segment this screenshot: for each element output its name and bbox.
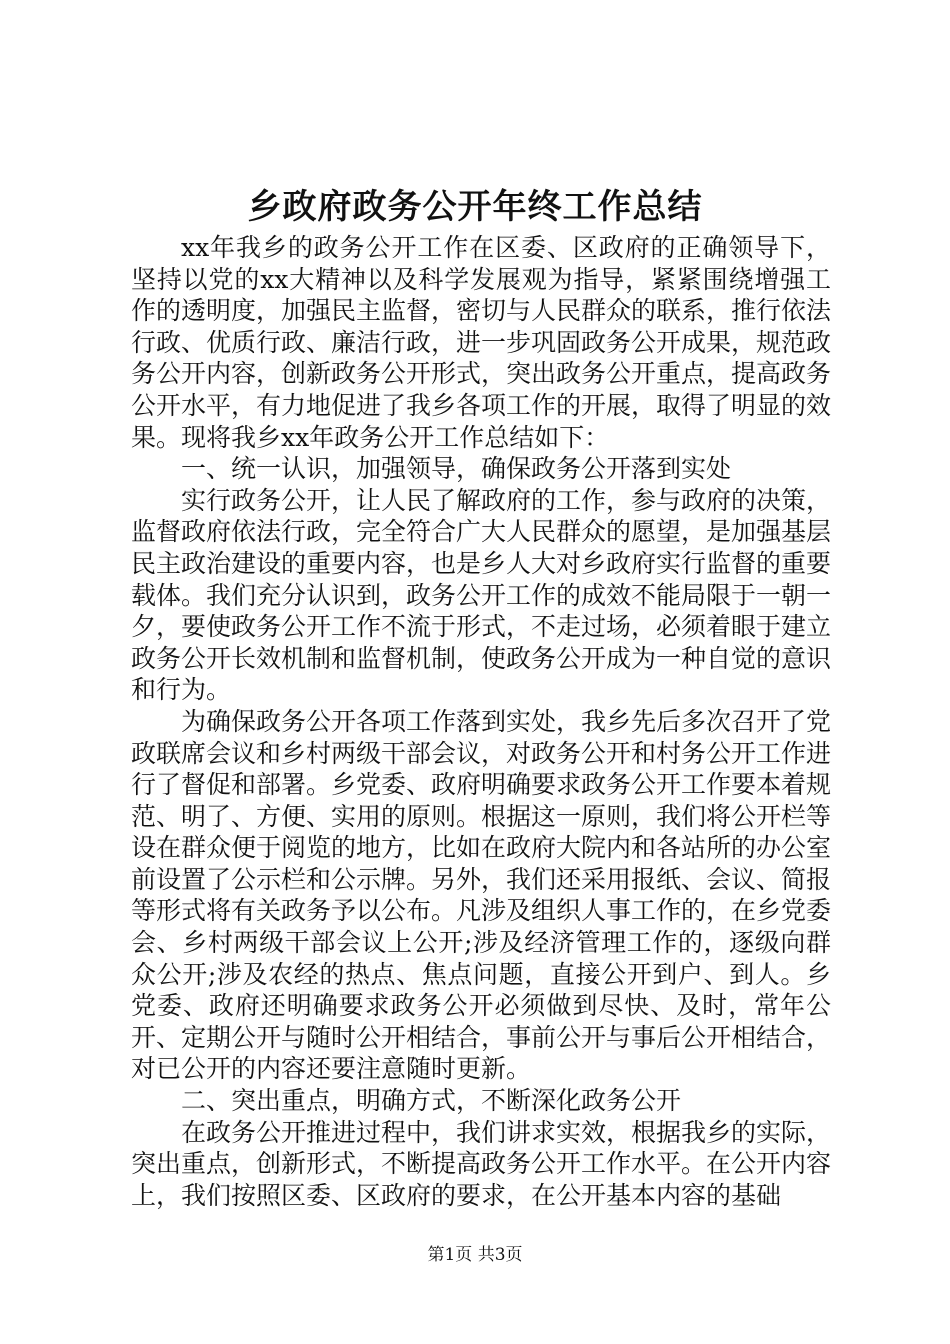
paragraph-section1-a: 实行政务公开，让人民了解政府的工作，参与政府的决策，监督政府依法行政，完全符合广大人民群众的愿望，是加强基层民主政治建设的重要内容，也是乡人大对乡政府实行监督的重要载体。我们充分认识到，政务公开工作的成效不能局限于一朝一夕，要使政务公开工作不流于形式，不走过场，必须着眼于建立政务公开长效机制和监督机制，使政务公开成为一种自觉的意识和行为。 (131, 485, 832, 705)
paragraph-section1-b: 为确保政务公开各项工作落到实处，我乡先后多次召开了党政联席会议和乡村两级干部会议，对政务公开和村务公开工作进行了督促和部署。乡党委、政府明确要求政务公开工作要本着规范、明了、方便、实用的原则。根据这一原则，我们将公开栏等设在群众便于阅览的地方，比如在政府大院内和各站所的办公室前设置了公示栏和公示牌。另外，我们还采用报纸、会议、简报等形式将有关政务予以公布。凡涉及组织人事工作的，在乡党委会、乡村两级干部会议上公开;涉及经济管理工作的，逐级向群众公开;涉及农经的热点、焦点问题，直接公开到户、到人。乡党委、政府还明确要求政务公开必须做到尽快、及时，常年公开、定期公开与随时公开相结合，事前公开与事后公开相结合，对已公开的内容还要注意随时更新。 (131, 706, 832, 1084)
page-number-footer: 第1页 共3页 (427, 1245, 523, 1265)
document-title: 乡政府政务公开年终工作总结 (247, 187, 703, 227)
section-heading-2: 二、突出重点，明确方式，不断深化政务公开 (181, 1086, 682, 1116)
section-heading-1: 一、统一认识，加强领导，确保政务公开落到实处 (181, 454, 732, 484)
document-body (131, 232, 831, 1211)
paragraph-section2-a: 在政务公开推进过程中，我们讲求实效，根据我乡的实际，突出重点，创新形式，不断提高政务公开工作水平。在公开内容上，我们按照区委、区政府的要求，在公开基本内容的基础 (131, 1117, 832, 1210)
paragraph-intro: xx年我乡的政务公开工作在区委、区政府的正确领导下，坚持以党的xx大精神以及科学发展观为指导，紧紧围绕增强工作的透明度，加强民主监督，密切与人民群众的联系，推行依法行政、优质行政、廉洁行政，进一步巩固政务公开成果，规范政务公开内容，创新政务公开形式，突出政务公开重点，提高政务公开水平，有力地促进了我乡各项工作的开展，取得了明显的效果。现将我乡xx年政务公开工作总结如下： (131, 233, 832, 452)
